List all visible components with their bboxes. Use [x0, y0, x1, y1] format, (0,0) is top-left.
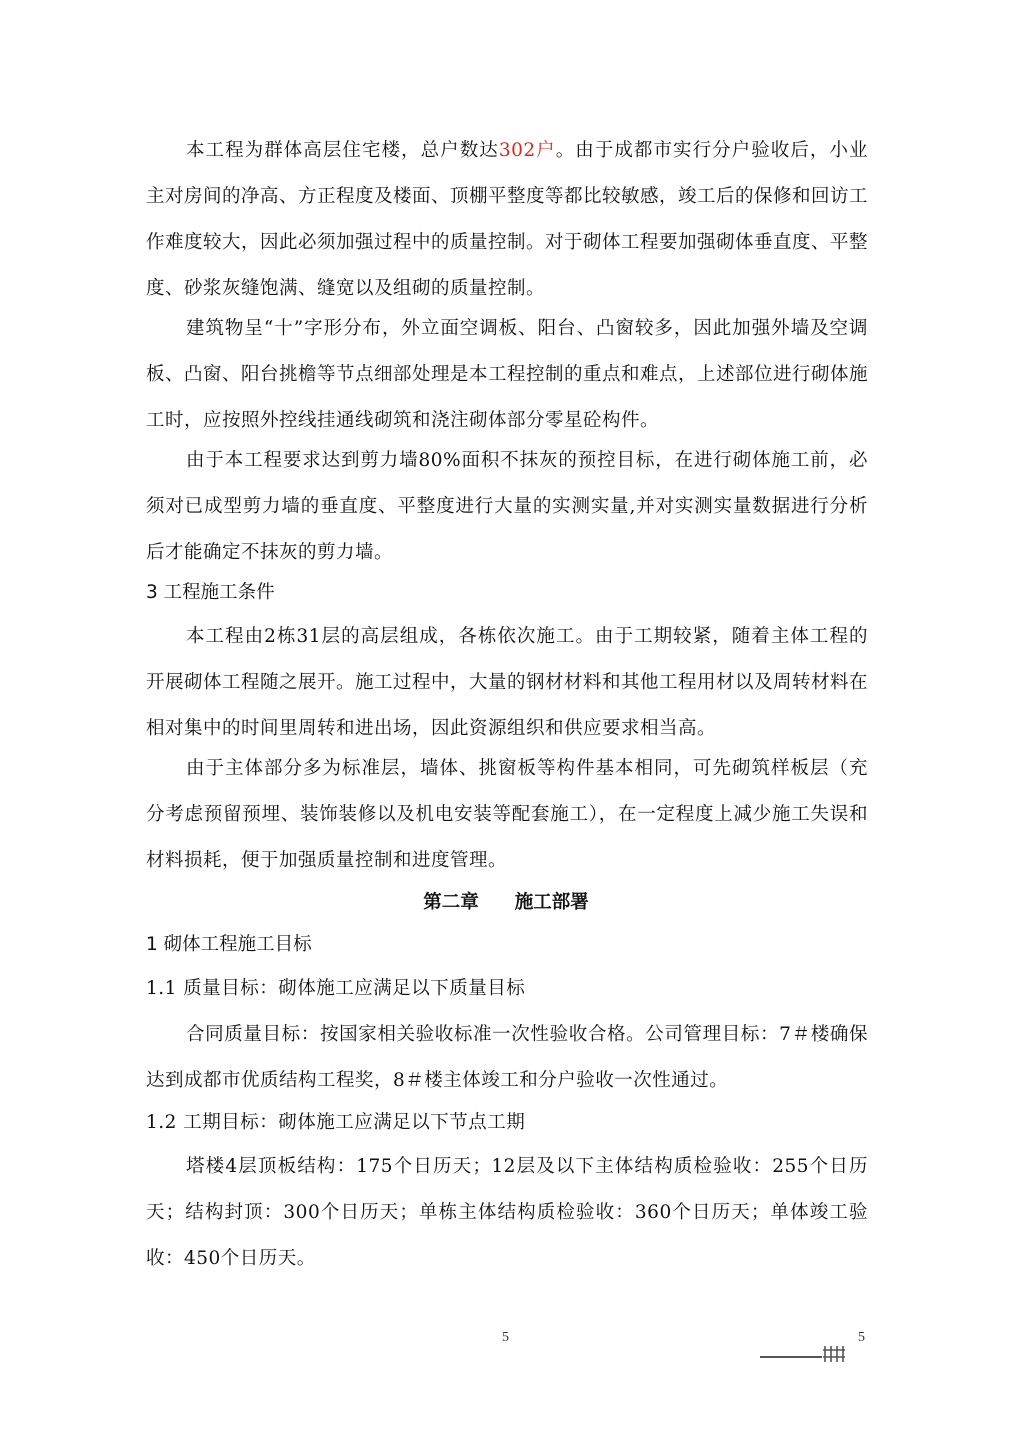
subheading-schedule-goal: 1.2 工期目标：砌体施工应满足以下节点工期 [146, 1112, 526, 1133]
paragraph-text: 。由于成都市实行分户验收后，小业主对房间的净高、方正程度及楼面、顶棚平整度等都比较敏感，竣工后的保修和回访工作难度较大，因此必须加强过程中的质量控制。对于砌体工程要加强砌体垂直度、平整度、砂浆灰缝饱满、缝宽以及组砌的质量控制。 [146, 140, 869, 299]
footer-mark-icon [822, 1344, 846, 1364]
chapter-name: 施工部署 [514, 892, 589, 913]
paragraph-text: 本工程为群体高层住宅楼，总户数达 [186, 140, 499, 161]
chapter-title [0, 880, 1012, 926]
paragraph-building-shape: 建筑物呈“十”字形分布，外立面空调板、阳台、凸窗较多，因此加强外墙及空调板、凸窗、阳台挑檐等节点细部处理是本工程控制的重点和难点，上述部位进行砌体施工时，应按照外控线挂通线砌筑和浇注砌体部分零星砼构件。 [146, 318, 869, 431]
paragraph-schedule-goal: 塔楼4层顶板结构：175个日历天；12层及以下主体结构质检验收：255个日历天；结构封顶：300个日历天；单栋主体结构质检验收：360个日历天；单体竣工验收：450个日历天。 [146, 1156, 868, 1269]
subheading-quality-goal: 1.1 质量目标：砌体施工应满足以下质量目标 [146, 978, 526, 999]
paragraph-shear-wall: 由于本工程要求达到剪力墙80%面积不抹灰的预控目标，在进行砌体施工前，必须对已成型剪力墙的垂直度、平整度进行大量的实测实量,并对实测实量数据进行分析后才能确定不抹灰的剪力墙。 [146, 450, 868, 563]
page-number-center: 5 [502, 1330, 509, 1345]
paragraph-standard-floors: 由于主体部分多为标准层，墙体、挑窗板等构件基本相同，可先砌筑样板层（充分考虑预留预埋、装饰装修以及机电安装等配套施工），在一定程度上减少施工失误和材料损耗，便于加强质量控制和进度管理。 [146, 758, 868, 871]
paragraph-construction-conditions: 本工程由2栋31层的高层组成，各栋依次施工。由于工期较紧，随着主体工程的开展砌体工程随之展开。施工过程中，大量的钢材材料和其他工程用材以及周转材料在相对集中的时间里周转和进出场，因此资源组织和供应要求相当高。 [146, 626, 869, 739]
section-heading-masonry-goals: 1 砌体工程施工目标 [146, 934, 312, 955]
page-number-right: 5 [858, 1330, 865, 1345]
highlight-household-count: 302户 [498, 140, 556, 161]
footer-rule [760, 1356, 822, 1358]
section-heading-construction-conditions: 3 工程施工条件 [146, 582, 275, 603]
paragraph-project-overview [146, 128, 868, 312]
paragraph-quality-goal: 合同质量目标：按国家相关验收标准一次性验收合格。公司管理目标：7＃楼确保达到成都市优质结构工程奖，8＃楼主体竣工和分户验收一次性通过。 [146, 1024, 868, 1091]
chapter-number: 第二章 [423, 892, 479, 913]
